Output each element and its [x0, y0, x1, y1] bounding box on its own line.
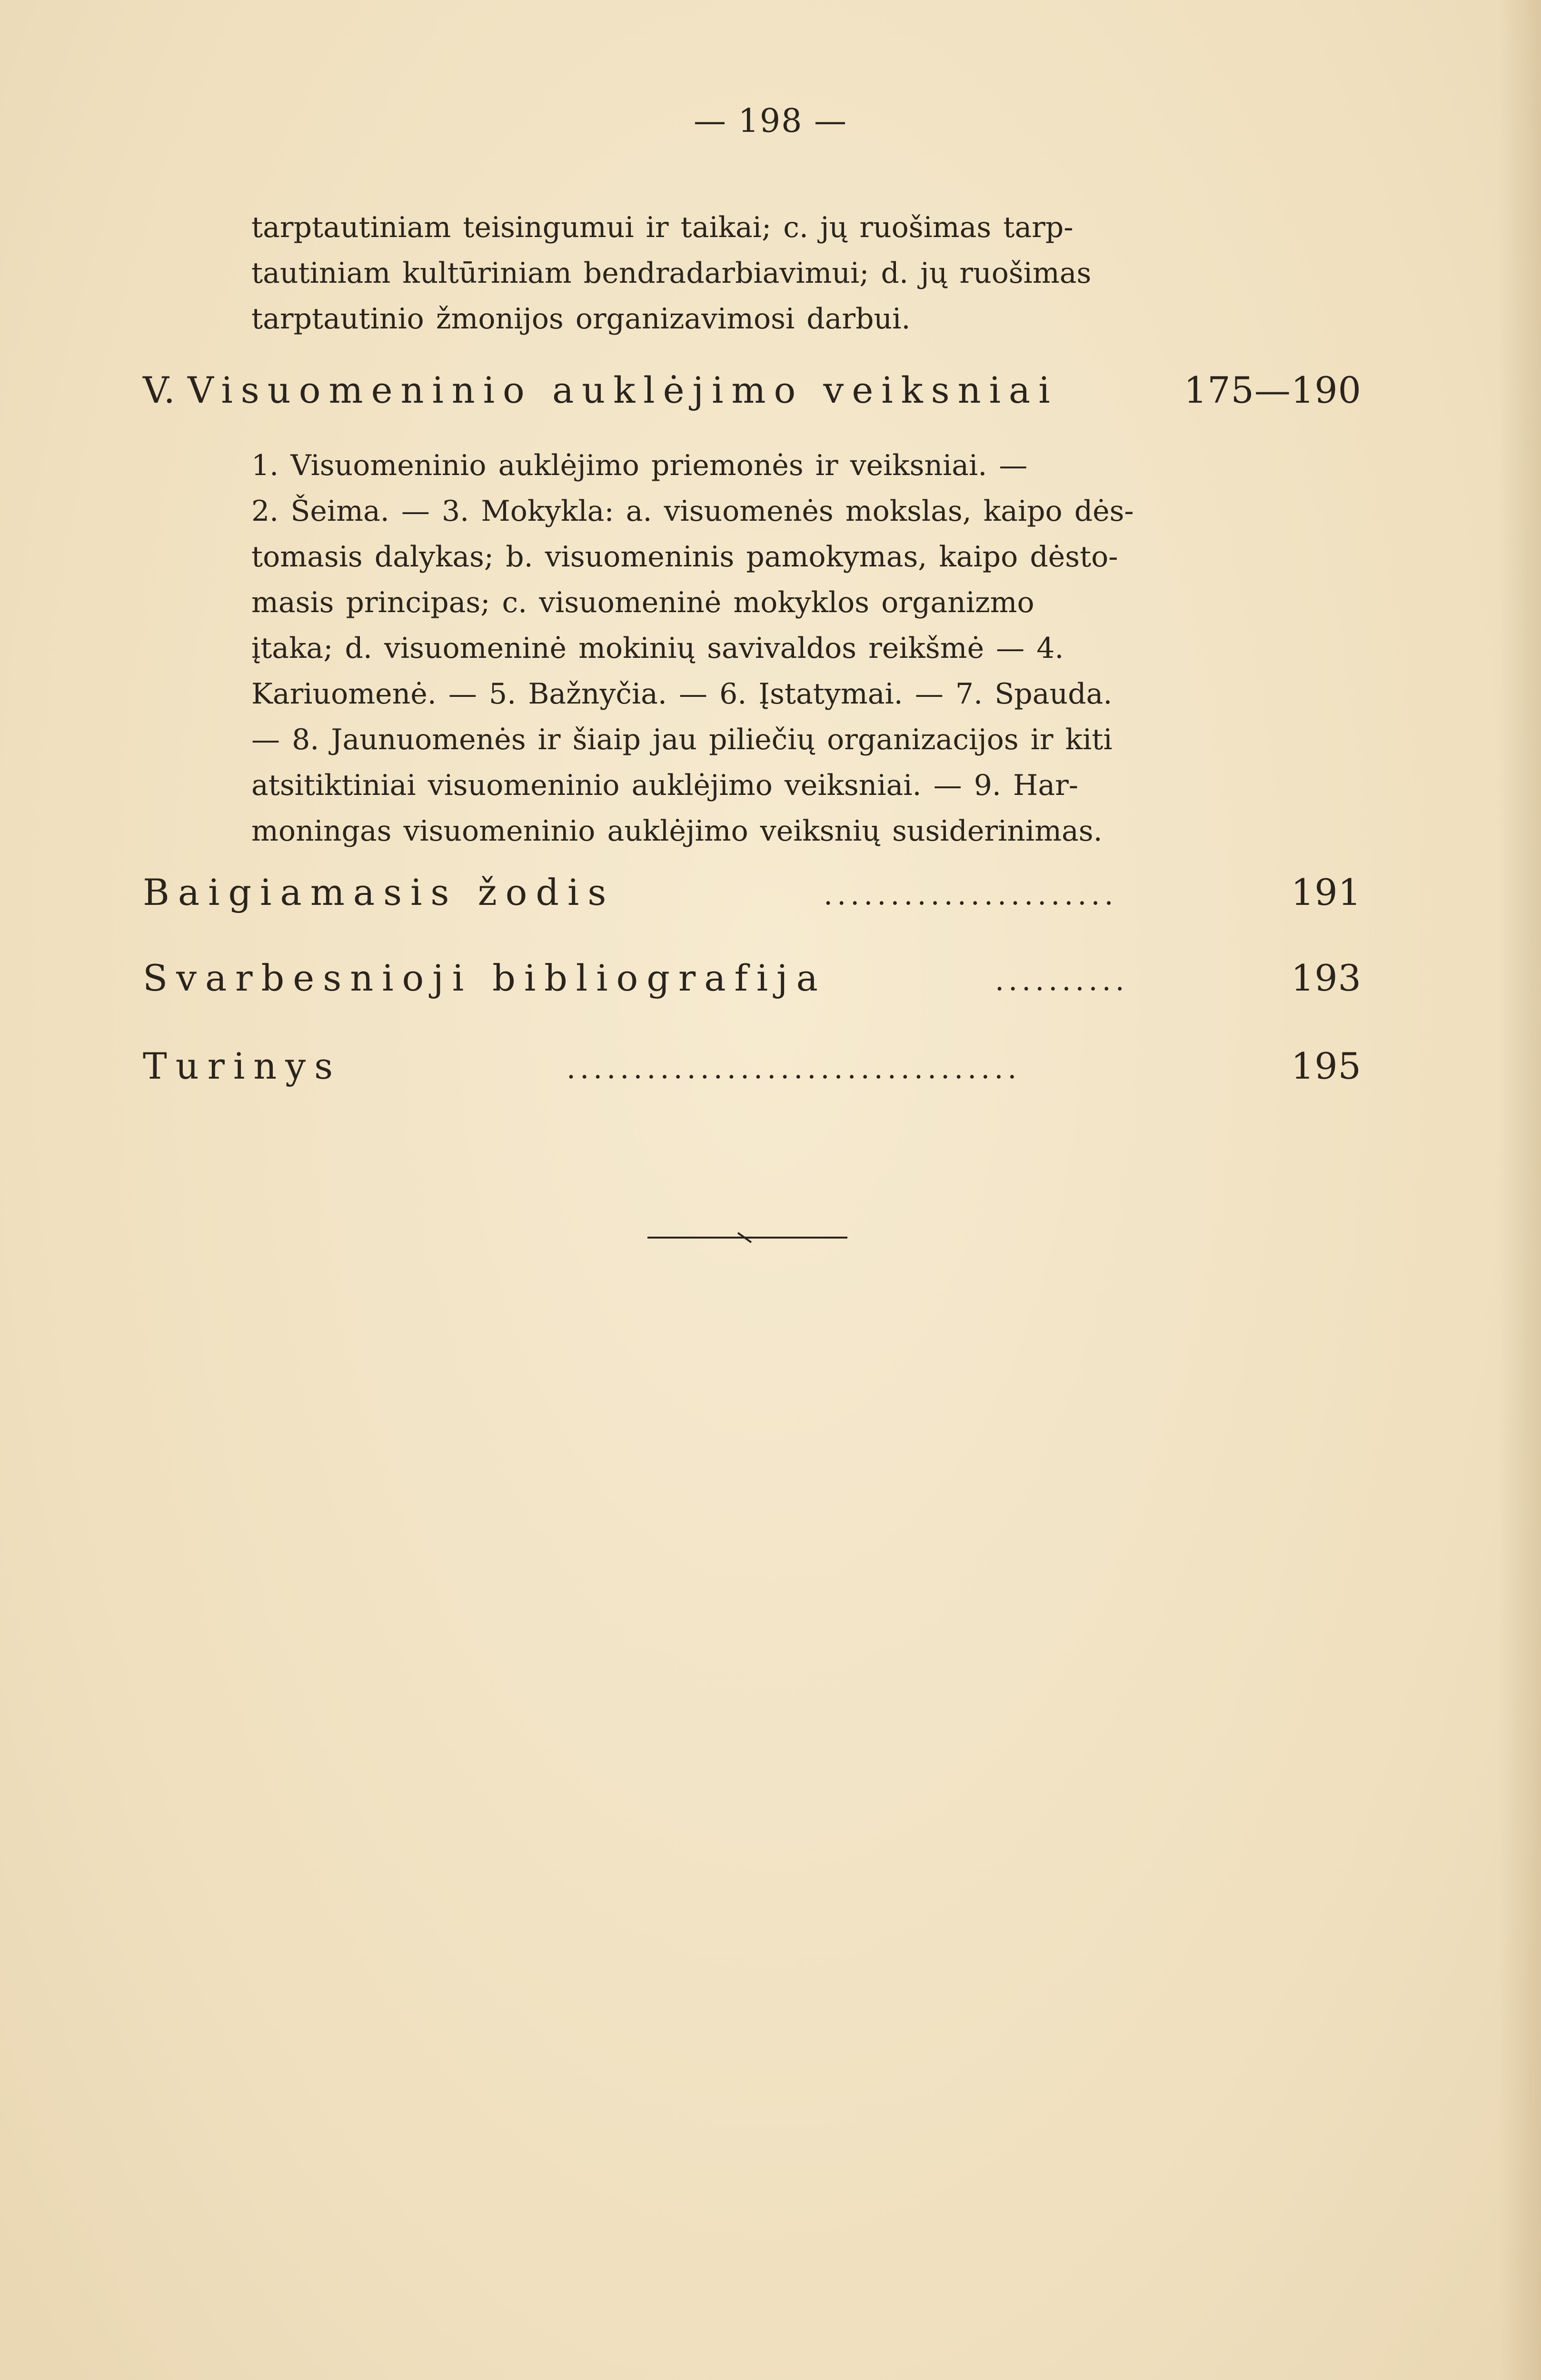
toc-leader-dots: ..........: [995, 964, 1129, 997]
toc-entry: [143, 1045, 1362, 1092]
toc-entry-title: Baigiamasis žodis: [143, 871, 615, 913]
section-body-line: Kariuomenė. — 5. Bažnyčia. — 6. Įstatymai. — 7. Spauda.: [251, 677, 1113, 711]
page-edge-shadow: [1498, 0, 1541, 2380]
section-body-line: masis principas; c. visuomeninė mokyklos organizmo: [251, 586, 1034, 619]
section-title: Visuomeninio auklėjimo veiksniai: [187, 369, 1058, 411]
toc-entry-title: Svarbesnioji bibliografija: [143, 957, 826, 999]
section-body-line: tomasis dalykas; b. visuomeninis pamokymas, kaipo dėsto-: [251, 540, 1118, 574]
toc-leader-dots: ......................: [824, 878, 1118, 912]
toc-entry-page: 191: [1291, 871, 1362, 913]
section-body-line: 1. Visuomeninio auklėjimo priemonės ir veiksniai. —: [251, 449, 1028, 482]
toc-entry: [143, 957, 1362, 1004]
section-body-line: 2. Šeima. — 3. Mokykla: a. visuomenės mokslas, kaipo dės-: [251, 495, 1134, 528]
end-ornament-icon: [647, 1228, 847, 1247]
continuation-line: tautiniam kultūriniam bendradarbiavimui; d. jų ruošimas: [251, 257, 1092, 290]
toc-entry: [143, 871, 1362, 919]
section-heading: [143, 369, 1362, 411]
toc-leader-dots: ..................................: [567, 1052, 1021, 1085]
toc-entry-page: 195: [1291, 1045, 1362, 1087]
section-body-line: įtaka; d. visuomeninė mokinių savivaldos reikšmė — 4.: [251, 632, 1064, 665]
section-number: V.: [143, 369, 176, 411]
toc-entry-title: Turinys: [143, 1045, 342, 1087]
section-body-line: moningas visuomeninio auklėjimo veiksnių susiderinimas.: [251, 814, 1103, 848]
section-page-range: 175—190: [1183, 369, 1362, 411]
section-body-line: — 8. Jaunuomenės ir šiaip jau piliečių organizacijos ir kiti: [251, 723, 1113, 756]
continuation-line: tarptautinio žmonijos organizavimosi darbui.: [251, 302, 911, 336]
page-number: — 198 —: [693, 102, 848, 140]
section-body-line: atsitiktiniai visuomeninio auklėjimo veiksniai. — 9. Har-: [251, 769, 1079, 802]
continuation-line: tarptautiniam teisingumui ir taikai; c. jų ruošimas tarp-: [251, 211, 1074, 244]
toc-entry-page: 193: [1291, 957, 1362, 999]
